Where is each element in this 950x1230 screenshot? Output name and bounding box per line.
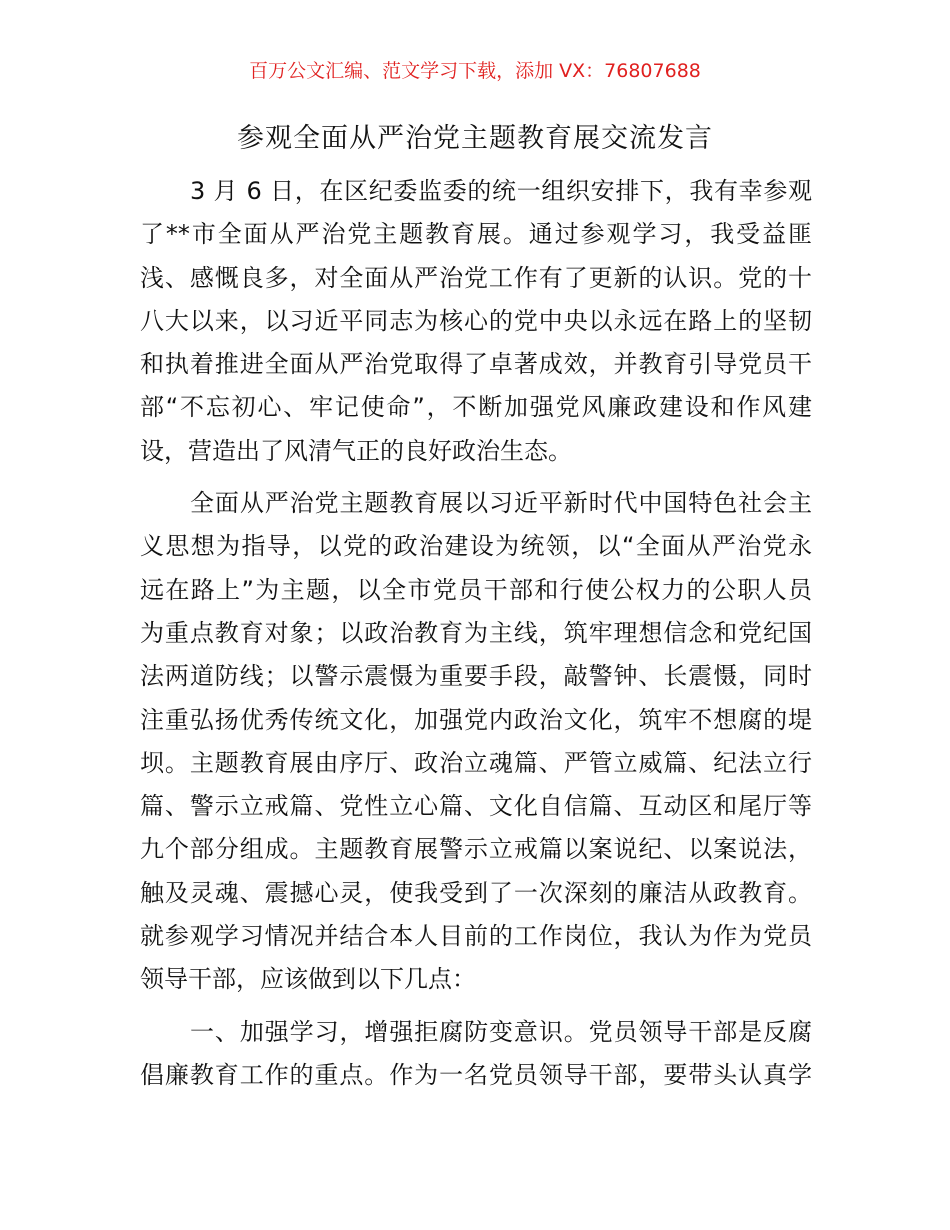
text-line: 义思想为指导，以党的政治建设为统领，以“全面从严治党永 (140, 532, 812, 561)
text-line: 全面从严治党主题教育展以习近平新时代中国特色社会主 (190, 489, 812, 518)
watermark-header: 百万公文汇编、范文学习下载，添加 VX：76807688 (249, 60, 701, 82)
text-line: 法两道防线；以警示震慑为重要手段，敲警钟、长震慑，同时 (140, 662, 812, 691)
text-line: 3 月 6 日，在区纪委监委的统一组织安排下，我有幸参观 (190, 177, 812, 205)
document-title: 参观全面从严治党主题教育展交流发言 (237, 123, 713, 154)
text-line: 倡廉教育工作的重点。作为一名党员领导干部，要带头认真学 (140, 1060, 812, 1089)
text-line: 篇、警示立戒篇、党性立心篇、文化自信篇、互动区和尾厅等 (140, 792, 812, 821)
text-line: 和执着推进全面从严治党取得了卓著成效，并教育引导党员干 (140, 350, 812, 379)
text-line: 了**市全面从严治党主题教育展。通过参观学习，我受益匪 (140, 220, 812, 249)
text-line: 就参观学习情况并结合本人目前的工作岗位，我认为作为党员 (140, 922, 812, 951)
document-body (140, 170, 812, 1106)
text-line: 触及灵魂、震撼心灵，使我受到了一次深刻的廉洁从政教育。 (140, 878, 812, 907)
text-line: 领导干部，应该做到以下几点： (140, 965, 476, 994)
text-line: 坝。主题教育展由序厅、政治立魂篇、严管立威篇、纪法立行 (140, 748, 812, 777)
text-line: 九个部分组成。主题教育展警示立戒篇以案说纪、以案说法， (140, 835, 812, 864)
text-line: 八大以来，以习近平同志为核心的党中央以永远在路上的坚韧 (140, 306, 812, 335)
paragraph (140, 482, 812, 1002)
text-line: 部“不忘初心、牢记使命”，不断加强党风廉政建设和作风建 (140, 393, 812, 422)
text-line: 设，营造出了风清气正的良好政治生态。 (140, 436, 572, 465)
text-line: 一、加强学习，增强拒腐防变意识。党员领导干部是反腐 (190, 1017, 812, 1046)
paragraph (140, 170, 812, 473)
paragraph (140, 1011, 812, 1098)
text-line: 为重点教育对象；以政治教育为主线，筑牢理想信念和党纪国 (140, 618, 812, 647)
text-line: 远在路上”为主题，以全市党员干部和行使公权力的公职人员 (140, 575, 812, 604)
text-line: 浅、感慨良多，对全面从严治党工作有了更新的认识。党的十 (140, 263, 812, 292)
text-line: 注重弘扬优秀传统文化，加强党内政治文化，筑牢不想腐的堤 (140, 705, 812, 734)
